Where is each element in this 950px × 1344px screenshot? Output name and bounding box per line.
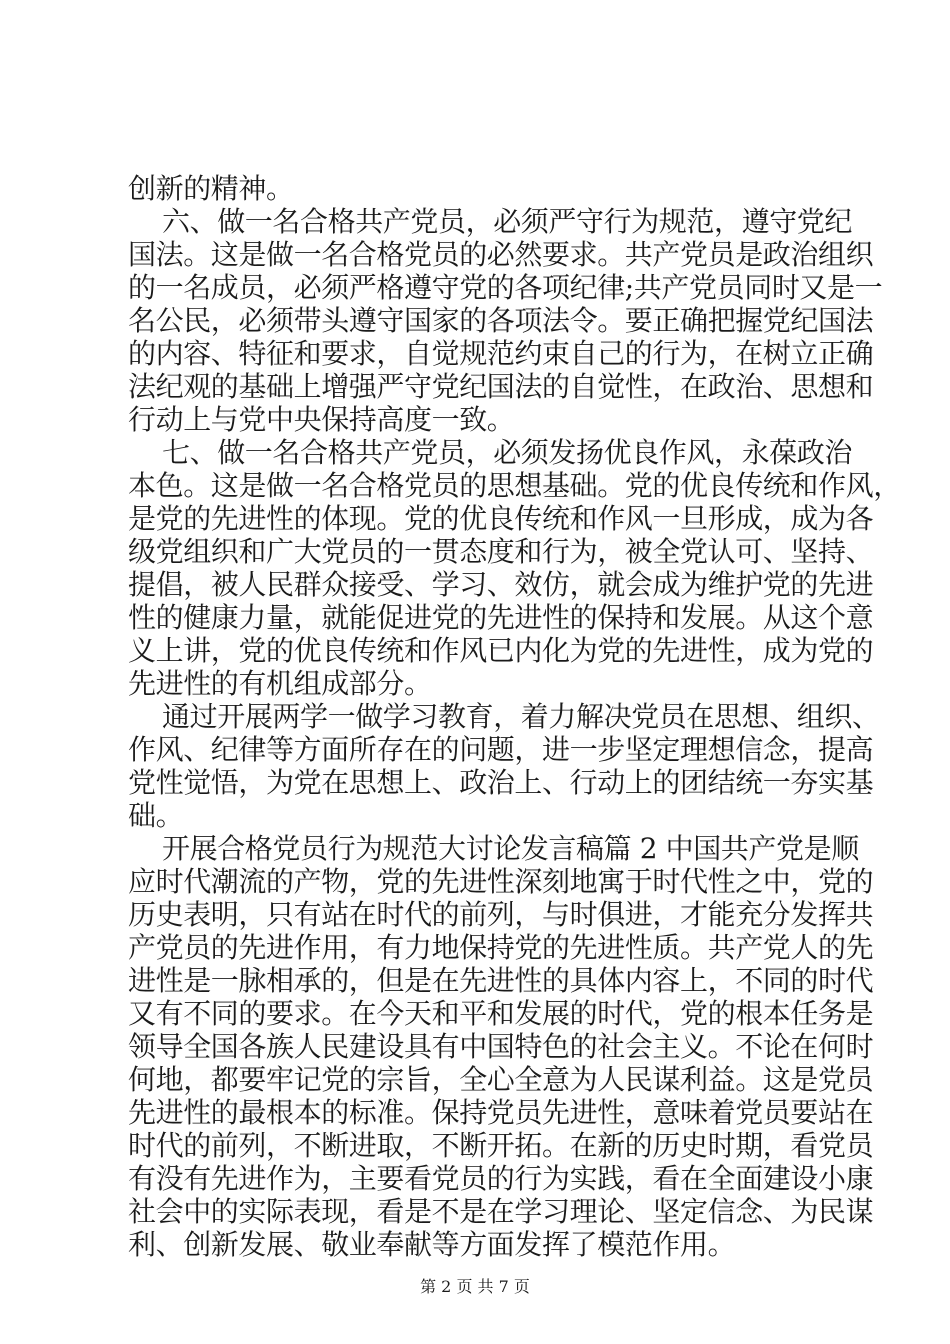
text-line: 级党组织和广大党员的一贯态度和行为，被全党认可、坚持、 xyxy=(128,535,874,568)
text-line: 历史表明，只有站在时代的前列，与时俱进，才能充分发挥共 xyxy=(128,898,874,931)
text-line: 开展合格党员行为规范大讨论发言稿篇 2 中国共产党是顺 xyxy=(128,832,859,865)
text-line: 时代的前列，不断进取，不断开拓。在新的历史时期，看党员 xyxy=(128,1129,874,1162)
text-line: 作风、纪律等方面所存在的问题，进一步坚定理想信念，提高 xyxy=(128,733,874,766)
text-line: 何地，都要牢记党的宗旨，全心全意为人民谋利益。这是党员 xyxy=(128,1063,874,1096)
text-line: 党性觉悟，为党在思想上、政治上、行动上的团结统一夯实基 xyxy=(128,766,874,799)
text-line: 的一名成员，必须严格遵守党的各项纪律;共产党员同时又是一 xyxy=(128,271,883,304)
text-line: 又有不同的要求。在今天和平和发展的时代，党的根本任务是 xyxy=(128,997,874,1030)
text-line: 础。 xyxy=(128,799,184,832)
text-line: 法纪观的基础上增强严守党纪国法的自觉性，在政治、思想和 xyxy=(128,370,874,403)
text-line: 应时代潮流的产物，党的先进性深刻地寓于时代性之中，党的 xyxy=(128,865,874,898)
text-line: 本色。这是做一名合格党员的思想基础。党的优良传统和作风， xyxy=(128,469,901,502)
text-line: 社会中的实际表现，看是不是在学习理论、坚定信念、为民谋 xyxy=(128,1195,874,1228)
text-line: 七、做一名合格共产党员，必须发扬优良作风，永葆政治 xyxy=(128,436,853,469)
text-line: 先进性的有机组成部分。 xyxy=(128,667,432,700)
page-number-footer: 第 2 页 共 7 页 xyxy=(420,1277,530,1296)
text-line: 国法。这是做一名合格党员的必然要求。共产党员是政治组织 xyxy=(128,238,874,271)
text-line: 有没有先进作为，主要看党员的行为实践，看在全面建设小康 xyxy=(128,1162,874,1195)
text-line: 产党员的先进作用，有力地保持党的先进性质。共产党人的先 xyxy=(128,931,874,964)
text-line: 性的健康力量，就能促进党的先进性的保持和发展。从这个意 xyxy=(128,601,874,634)
text-line: 义上讲，党的优良传统和作风已内化为党的先进性，成为党的 xyxy=(128,634,874,667)
text-line: 行动上与党中央保持高度一致。 xyxy=(128,403,515,436)
text-line: 创新的精神。 xyxy=(128,172,294,205)
text-line: 利、创新发展、敬业奉献等方面发挥了模范作用。 xyxy=(128,1228,736,1261)
text-line: 是党的先进性的体现。党的优良传统和作风一旦形成，成为各 xyxy=(128,502,874,535)
text-line: 先进性的最根本的标准。保持党员先进性，意味着党员要站在 xyxy=(128,1096,874,1129)
text-line: 通过开展两学一做学习教育，着力解决党员在思想、组织、 xyxy=(128,700,880,733)
text-line: 的内容、特征和要求，自觉规范约束自己的行为，在树立正确 xyxy=(128,337,874,370)
text-line: 名公民，必须带头遵守国家的各项法令。要正确把握党纪国法 xyxy=(128,304,874,337)
text-line: 提倡，被人民群众接受、学习、效仿，就会成为维护党的先进 xyxy=(128,568,874,601)
text-line: 领导全国各族人民建设具有中国特色的社会主义。不论在何时 xyxy=(128,1030,874,1063)
text-line: 六、做一名合格共产党员，必须严守行为规范，遵守党纪 xyxy=(128,205,853,238)
text-line: 进性是一脉相承的，但是在先进性的具体内容上，不同的时代 xyxy=(128,964,874,997)
